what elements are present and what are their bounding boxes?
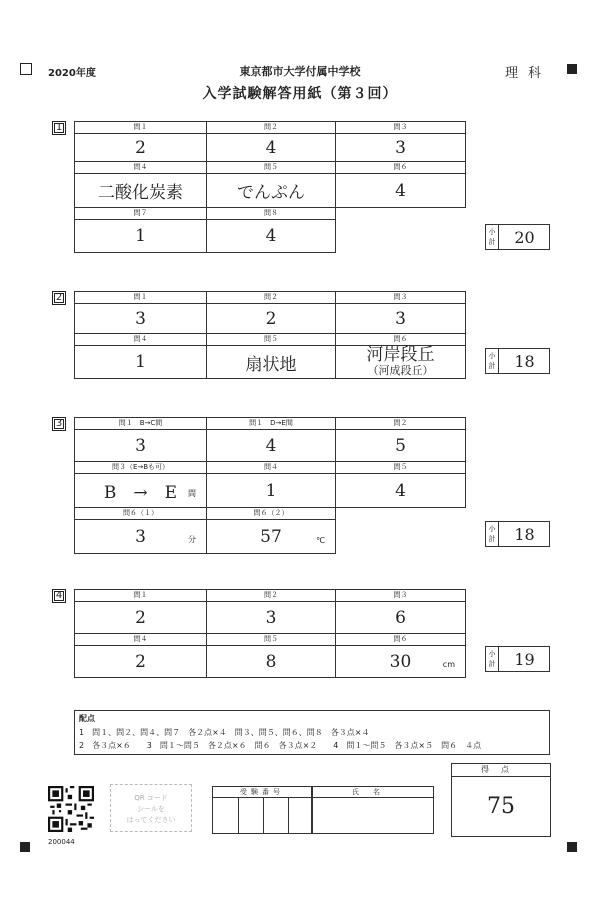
answer-cell: 問４ 2 — [74, 633, 207, 678]
answer-cell: 問６ 4 — [335, 161, 466, 208]
answer-cell: 問５ でんぷん — [206, 161, 336, 208]
answer-cell: 問４ 1 — [206, 461, 336, 508]
scoring-box — [74, 710, 550, 755]
answer-cell: 問７ 1 — [74, 207, 207, 253]
answer-cell: 問３（E→Bも可） B → E 間 — [74, 461, 207, 508]
exam-number-field[interactable]: 受験番号 — [212, 786, 312, 834]
school-name: 東京都市大学付属中学校 — [239, 65, 361, 78]
answer-cell: 問１ D→E間 4 — [206, 417, 336, 462]
answer-cell: 問５ 扇状地 — [206, 333, 336, 379]
answer-cell: 問２ 3 — [206, 589, 336, 634]
scoring-heading: 配点 — [79, 714, 95, 723]
registration-mark — [567, 842, 577, 852]
answer-cell: 問３ 3 — [335, 291, 466, 334]
answer-cell: 問２ 4 — [206, 121, 336, 162]
answer-cell: 問６ 30 cm — [335, 633, 466, 678]
question-number-2: 2 — [52, 291, 66, 305]
question-number-4: 4 — [52, 589, 66, 603]
answer-cell: 問１ B→C間 3 — [74, 417, 207, 462]
scoring-line: 2 各３点×６ 3 問１～問５ 各２点×６ 問６ 各３点×２ 4 問１～問５ 各３点×５ 問６ ４点 — [79, 741, 482, 750]
answer-cell: 問６（２） 57 ℃ — [206, 507, 336, 554]
scoring-line: 1 問１、問２、問４、問７ 各２点×４ 問３、問５、問６、問８ 各３点×４ — [79, 728, 370, 737]
answer-cell: 問２ 5 — [335, 417, 466, 462]
exam-year: 2020年度 — [48, 68, 96, 79]
answer-cell: 問５ 8 — [206, 633, 336, 678]
answer-cell: 問１ 3 — [74, 291, 207, 334]
name-field[interactable]: 氏名 — [312, 786, 434, 834]
answer-cell: 問２ 2 — [206, 291, 336, 334]
qr-code-icon — [48, 786, 94, 832]
answer-cell: 問６（１） 3 分 — [74, 507, 207, 554]
sheet-code: 200044 — [48, 838, 75, 846]
answer-cell: 問４ 二酸化炭素 — [74, 161, 207, 208]
subtotal-box: 小計 18 — [485, 521, 550, 547]
question-number-1: 1 — [52, 121, 66, 135]
answer-cell: 問１ 2 — [74, 589, 207, 634]
answer-cell: 問６ 河岸段丘 （河成段丘） — [335, 333, 466, 379]
qr-seal-area: QR コード シールを はってください — [110, 784, 192, 832]
subtotal-box: 小計 18 — [485, 348, 550, 374]
subtotal-box: 小計 19 — [485, 646, 550, 672]
total-score-box: 得点 75 — [451, 763, 551, 837]
answer-cell: 問４ 1 — [74, 333, 207, 379]
answer-cell: 問３ 3 — [335, 121, 466, 162]
subtotal-box: 小計 20 — [485, 224, 550, 250]
total-score: 75 — [487, 793, 515, 819]
question-number-3: 3 — [52, 417, 66, 431]
sheet-title: 入学試験解答用紙（第３回） — [202, 86, 398, 102]
answer-cell: 問８ 4 — [206, 207, 336, 253]
answer-cell: 問５ 4 — [335, 461, 466, 508]
answer-cell: 問１ 2 — [74, 121, 207, 162]
subject-label: 理科 — [505, 66, 552, 81]
registration-mark — [20, 842, 30, 852]
answer-cell: 問３ 6 — [335, 589, 466, 634]
